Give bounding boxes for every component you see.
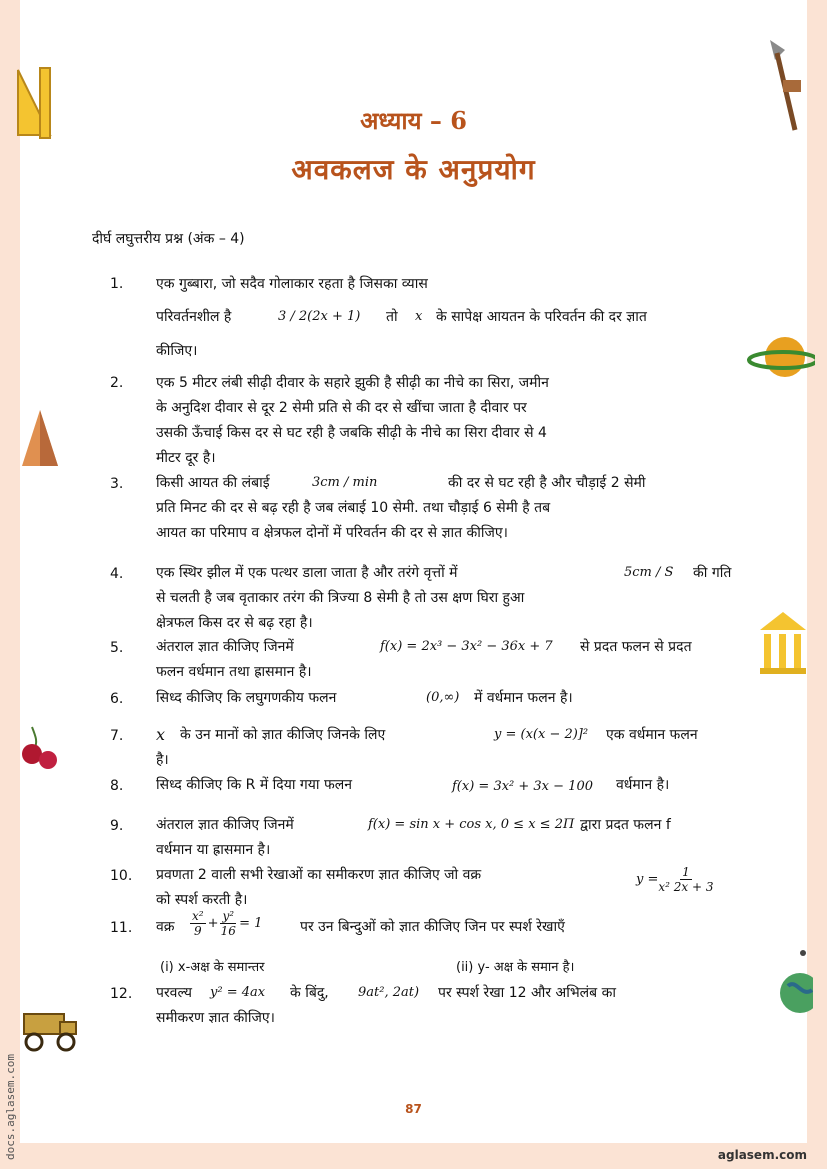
question-11-math: $\frac{\text{x²}}{9}$ + $\frac{\text{y²}}{16}$ = 1	[192, 909, 263, 938]
question-number-10: 10.	[110, 868, 133, 884]
question-11-line: वक्र	[156, 919, 175, 935]
question-8-line: सिध्द कीजिए कि R में दिया गया फलन	[156, 777, 353, 793]
question-11-option-i: (i) x-अक्ष के समान्तर	[160, 960, 265, 975]
question-10-fraction	[658, 865, 713, 894]
question-8-math: f(x) = 3x² + 3x − 100	[452, 779, 593, 794]
question-5-line: से प्रदत फलन से प्रदत	[580, 639, 692, 655]
question-12-math: y² = 4ax	[210, 985, 266, 1000]
question-2-line: के अनुदिश दीवार से दूर 2 सेमी प्रति से की दर से खींचा जाता है दीवार पर	[156, 400, 527, 416]
question-12-line: समीकरण ज्ञात कीजिए।	[156, 1010, 275, 1026]
question-number-9: 9.	[110, 818, 124, 834]
question-6-line: में वर्धमान फलन है।	[474, 690, 573, 706]
site-name[interactable]: aglasem.com	[717, 1148, 807, 1162]
question-12-math: 9at², 2at)	[358, 985, 420, 1000]
section-heading: दीर्घ लघुत्तरीय प्रश्न (अंक – 4)	[92, 231, 245, 247]
question-1-line: कीजिए।	[156, 343, 198, 359]
question-1-line: परिवर्तनशील है	[156, 309, 232, 325]
question-4-line: से चलती है जब वृताकार तरंग की त्रिज्या 8 सेमी है तो उस क्षण घिरा हुआ	[156, 590, 525, 606]
question-1-math: 3 / 2(2x + 1)	[278, 309, 361, 324]
fraction-numerator: x²	[192, 909, 204, 923]
old-car-icon	[20, 1000, 82, 1055]
watermark: docs.aglasem.com	[4, 1054, 17, 1160]
globe-icon	[778, 948, 813, 1023]
temple-icon	[758, 608, 808, 678]
question-3-line: की दर से घट रही है और चौड़ाई 2 सेमी	[448, 475, 646, 491]
fraction-numerator: y²	[222, 909, 235, 923]
question-11-line: पर उन बिन्दुओं को ज्ञात कीजिए जिन पर स्पर्श रेखाएँ	[300, 919, 565, 935]
question-1-line: एक गुब्बारा, जो सदैव गोलाकार रहता है जिसका व्यास	[156, 276, 428, 292]
question-1-line: तो	[386, 309, 398, 325]
question-4-line: की गति	[693, 565, 732, 581]
question-9-line: वर्धमान या ह्रासमान है।	[156, 842, 271, 858]
question-4-line: क्षेत्रफल किस दर से बढ़ रहा है।	[156, 615, 313, 631]
question-number-1: 1.	[110, 276, 124, 292]
question-10-math-lhs: y =	[636, 872, 659, 887]
question-11-fraction-x	[190, 909, 206, 938]
question-number-8: 8.	[110, 778, 124, 794]
question-4-line: एक स्थिर झील में एक पत्थर डाला जाता है और तरंगे वृत्तों में	[156, 565, 458, 581]
question-2-line: एक 5 मीटर लंबी सीढ़ी दीवार के सहारे झुकी है सीढ़ी का नीचे का सिरा, जमीन	[156, 375, 549, 391]
question-5-math: f(x) = 2x³ − 3x² − 36x + 7	[380, 639, 553, 654]
question-3-line: किसी आयत की लंबाई	[156, 475, 270, 491]
question-7-math: y = (x(x − 2)]²	[494, 727, 589, 742]
fraction-denominator: x² 2x + 3	[658, 880, 714, 894]
question-9-line: द्वारा प्रदत फलन f	[580, 817, 671, 833]
fraction-denominator: 9	[193, 924, 202, 938]
question-1-math: x	[415, 309, 423, 324]
pyramid-icon	[20, 408, 60, 468]
chapter-number: अध्याय – 6	[360, 106, 467, 135]
question-12-line: पर स्पर्श रेखा 12 और अभिलंब का	[438, 985, 616, 1001]
question-11-option-ii: (ii) y- अक्ष के समान है।	[456, 960, 575, 975]
question-10-line: प्रवणता 2 वाली सभी रेखाओं का समीकरण ज्ञात कीजिए जो वक्र	[156, 867, 482, 883]
question-number-4: 4.	[110, 566, 124, 582]
question-2-line: उसकी ऊँचाई किस दर से घट रही है जबकि सीढ़ी के नीचे का सिरा दीवार से 4	[156, 425, 547, 441]
question-3-line: आयत का परिमाप व क्षेत्रफल दोनों में परिवर्तन की दर से ज्ञात कीजिए।	[156, 525, 508, 541]
question-2-line: मीटर दूर है।	[156, 450, 216, 466]
question-9-line: अंतराल ज्ञात कीजिए जिनमें	[156, 817, 294, 833]
question-9-math: f(x) = sin x + cos x, 0 ≤ x ≤ 2Π	[368, 817, 575, 832]
question-7-line: एक वर्धमान फलन	[606, 727, 698, 743]
question-4-math: 5cm / S	[624, 565, 674, 580]
question-number-2: 2.	[110, 375, 124, 391]
fraction-numerator: 1	[682, 865, 690, 879]
question-12-line: परवल्य	[156, 985, 192, 1001]
question-3-math: 3cm / min	[312, 475, 378, 490]
question-7-line: है।	[156, 752, 169, 768]
question-7-line: के उन मानों को ज्ञात कीजिए जिनके लिए	[180, 727, 386, 743]
planet-icon	[745, 330, 815, 385]
question-1-line: के सापेक्ष आयतन के परिवर्तन की दर ज्ञात	[436, 309, 647, 325]
cherry-icon	[20, 722, 60, 772]
question-6-line: सिध्द कीजिए कि लघुगणकीय फलन	[156, 690, 337, 706]
question-number-3: 3.	[110, 476, 124, 492]
question-10-line: को स्पर्श करती है।	[156, 892, 248, 908]
question-5-line: अंतराल ज्ञात कीजिए जिनमें	[156, 639, 294, 655]
question-number-5: 5.	[110, 640, 124, 656]
question-number-12: 12.	[110, 986, 133, 1002]
question-3-line: प्रति मिनट की दर से बढ़ रही है जब लंबाई 10 सेमी. तथा चौड़ाई 6 सेमी है तब	[156, 500, 551, 516]
question-11-math-rhs: = 1	[239, 916, 263, 931]
question-10-math	[636, 865, 714, 894]
question-7-math: x	[156, 725, 166, 744]
question-number-6: 6.	[110, 691, 124, 707]
page-number: 87	[405, 1102, 422, 1116]
question-5-line: फलन वर्धमान तथा ह्रासमान है।	[156, 664, 312, 680]
question-number-7: 7.	[110, 728, 124, 744]
question-6-math: (0,∞)	[426, 690, 460, 705]
chapter-title: अवकलज के अनुप्रयोग	[291, 153, 536, 186]
fraction-denominator: 16	[220, 924, 236, 938]
question-number-11: 11.	[110, 920, 133, 936]
question-8-line: वर्धमान है।	[616, 777, 670, 793]
question-11-fraction-y	[220, 909, 236, 938]
question-12-line: के बिंदु,	[290, 985, 329, 1001]
